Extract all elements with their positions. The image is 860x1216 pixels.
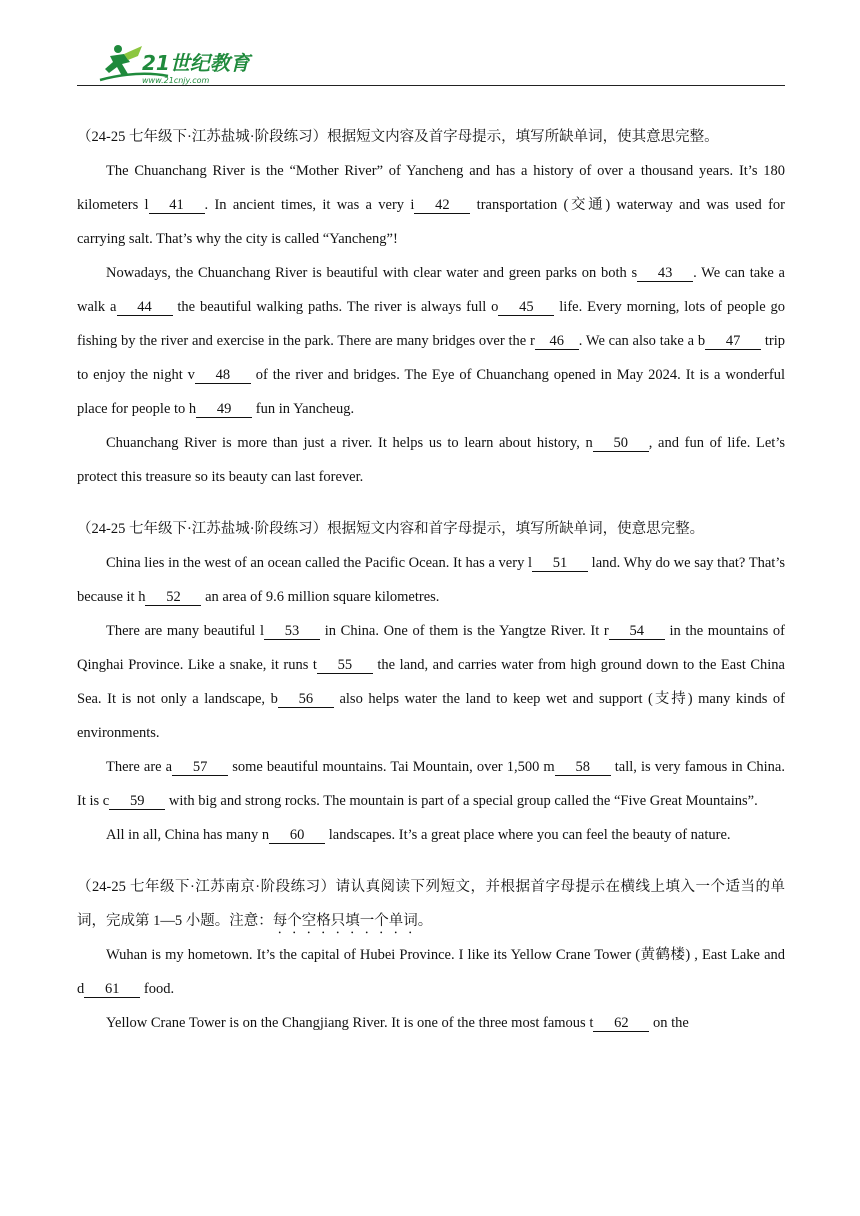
passage-text: Nowadays, the Chuanchang River is beautiful with clear water and green parks on both s bbox=[106, 265, 638, 281]
passage-paragraph bbox=[77, 750, 785, 818]
passage-text: in the mountains of Qinghai Province. Like a snake, it runs t bbox=[77, 623, 785, 673]
answer-blank-60[interactable]: 60 bbox=[269, 827, 325, 844]
passage-paragraph bbox=[77, 154, 785, 256]
exercise-section bbox=[77, 512, 785, 852]
passage-text: life. Every morning, lots of people go fishing by the river and exercise in the park. There are many bridges over the r bbox=[77, 299, 785, 349]
logo-text: 21世纪教育 bbox=[142, 51, 250, 75]
passage-text: of the river and bridges. The Eye of Chuanchang opened in May 2024. It is a wonderful place for people to h bbox=[77, 367, 785, 417]
21cnjy-logo bbox=[98, 40, 268, 86]
passage-text: fun in Yancheug. bbox=[252, 401, 355, 417]
answer-blank-50[interactable]: 50 bbox=[593, 435, 649, 452]
instruction-text: （24-25 七年级下·江苏盐城·阶段练习）根据短文内容及首字母提示，填写所缺单词，使其意思完整。 bbox=[77, 129, 719, 145]
passage-text: land. Why do we say that? That’s because it h bbox=[77, 555, 785, 605]
passage-text: Yellow Crane Tower is on the Changjiang River. It is one of the three most famous t bbox=[106, 1015, 594, 1031]
answer-blank-46[interactable]: 46 bbox=[535, 333, 579, 350]
answer-blank-61[interactable]: 61 bbox=[84, 981, 140, 998]
answer-blank-47[interactable]: 47 bbox=[705, 333, 761, 350]
answer-blank-51[interactable]: 51 bbox=[532, 555, 588, 572]
passage-text: landscapes. It’s a great place where you can feel the beauty of nature. bbox=[325, 827, 731, 843]
answer-blank-48[interactable]: 48 bbox=[195, 367, 251, 384]
instruction-emphasis: 每个空格只填一个单词 bbox=[272, 913, 418, 929]
passage-text: tall, is very famous in China. It is c bbox=[77, 759, 785, 809]
passage-text: , and fun of life. Let’s protect this treasure so its beauty can last forever. bbox=[77, 435, 785, 485]
passage-text: There are a bbox=[106, 759, 173, 775]
answer-blank-54[interactable]: 54 bbox=[609, 623, 665, 640]
answer-blank-52[interactable]: 52 bbox=[145, 589, 201, 606]
passage-text: . We can take a walk a bbox=[77, 265, 785, 315]
passage-paragraph bbox=[77, 1006, 785, 1040]
section-instructions bbox=[77, 870, 785, 938]
passage-text: . In ancient times, it was a very i bbox=[204, 197, 415, 213]
document-body bbox=[77, 120, 785, 1058]
passage-text: All in all, China has many n bbox=[106, 827, 270, 843]
passage-text: an area of 9.6 million square kilometres. bbox=[201, 589, 440, 605]
passage-text: on the bbox=[649, 1015, 689, 1031]
passage-text: Chuanchang River is more than just a river. It helps us to learn about history, n bbox=[106, 435, 593, 451]
passage-text: China lies in the west of an ocean called the Pacific Ocean. It has a very l bbox=[106, 555, 533, 571]
passage-text: the land, and carries water from high ground down to the East China Sea. It is not only a landscape, b bbox=[77, 657, 785, 707]
passage-text: some beautiful mountains. Tai Mountain, over 1,500 m bbox=[228, 759, 555, 775]
passage-text: . We can also take a b bbox=[578, 333, 706, 349]
passage-text: with big and strong rocks. The mountain is part of a special group called the “Five Great Mountains”. bbox=[165, 793, 758, 809]
header-divider bbox=[77, 85, 785, 86]
answer-blank-57[interactable]: 57 bbox=[172, 759, 228, 776]
answer-blank-55[interactable]: 55 bbox=[317, 657, 373, 674]
answer-blank-49[interactable]: 49 bbox=[196, 401, 252, 418]
answer-blank-53[interactable]: 53 bbox=[264, 623, 320, 640]
answer-blank-58[interactable]: 58 bbox=[555, 759, 611, 776]
passage-text: The Chuanchang River is the “Mother River” of Yancheng and has a history of over a thousand years. It’s 180 kilometers l bbox=[77, 163, 785, 213]
instruction-text: （24-25 七年级下·江苏盐城·阶段练习）根据短文内容和首字母提示，填写所缺单词，使意思完整。 bbox=[77, 521, 705, 537]
logo-url: www.21cnjy.com bbox=[142, 76, 210, 85]
answer-blank-42[interactable]: 42 bbox=[414, 197, 470, 214]
passage-text: trip to enjoy the night v bbox=[77, 333, 785, 383]
passage-text: There are many beautiful l bbox=[106, 623, 265, 639]
page-header bbox=[0, 0, 860, 90]
passage-paragraph bbox=[77, 818, 785, 852]
passage-text: Wuhan is my hometown. It’s the capital of Hubei Province. I like its Yellow Crane Tower (黄鹤楼) , East Lake and d bbox=[77, 947, 785, 997]
answer-blank-45[interactable]: 45 bbox=[498, 299, 554, 316]
answer-blank-59[interactable]: 59 bbox=[109, 793, 165, 810]
passage-text: the beautiful walking paths. The river is always full o bbox=[172, 299, 499, 315]
exercise-section bbox=[77, 870, 785, 1040]
passage-text: also helps water the land to keep wet and support (支持) many kinds of environments. bbox=[77, 691, 785, 741]
answer-blank-62[interactable]: 62 bbox=[593, 1015, 649, 1032]
passage-text: transportation (交通) waterway and was used for carrying salt. That’s why the city is called “Yancheng”! bbox=[77, 197, 785, 247]
passage-paragraph bbox=[77, 426, 785, 494]
answer-blank-56[interactable]: 56 bbox=[278, 691, 334, 708]
passage-text: in China. One of them is the Yangtze River. It r bbox=[320, 623, 609, 639]
section-instructions bbox=[77, 120, 785, 154]
passage-paragraph bbox=[77, 256, 785, 426]
instruction-text: （24-25 七年级下·江苏南京·阶段练习）请认真阅读下列短文，并根据首字母提示在横线上填入一个适当的单词，完成第 1—5 小题。注意： bbox=[77, 879, 785, 929]
section-instructions bbox=[77, 512, 785, 546]
answer-blank-44[interactable]: 44 bbox=[117, 299, 173, 316]
answer-blank-43[interactable]: 43 bbox=[637, 265, 693, 282]
instruction-end: 。 bbox=[417, 913, 433, 929]
exercise-section bbox=[77, 120, 785, 494]
passage-paragraph bbox=[77, 614, 785, 750]
answer-blank-41[interactable]: 41 bbox=[149, 197, 205, 214]
passage-paragraph bbox=[77, 938, 785, 1006]
passage-text: food. bbox=[140, 981, 175, 997]
passage-paragraph bbox=[77, 546, 785, 614]
